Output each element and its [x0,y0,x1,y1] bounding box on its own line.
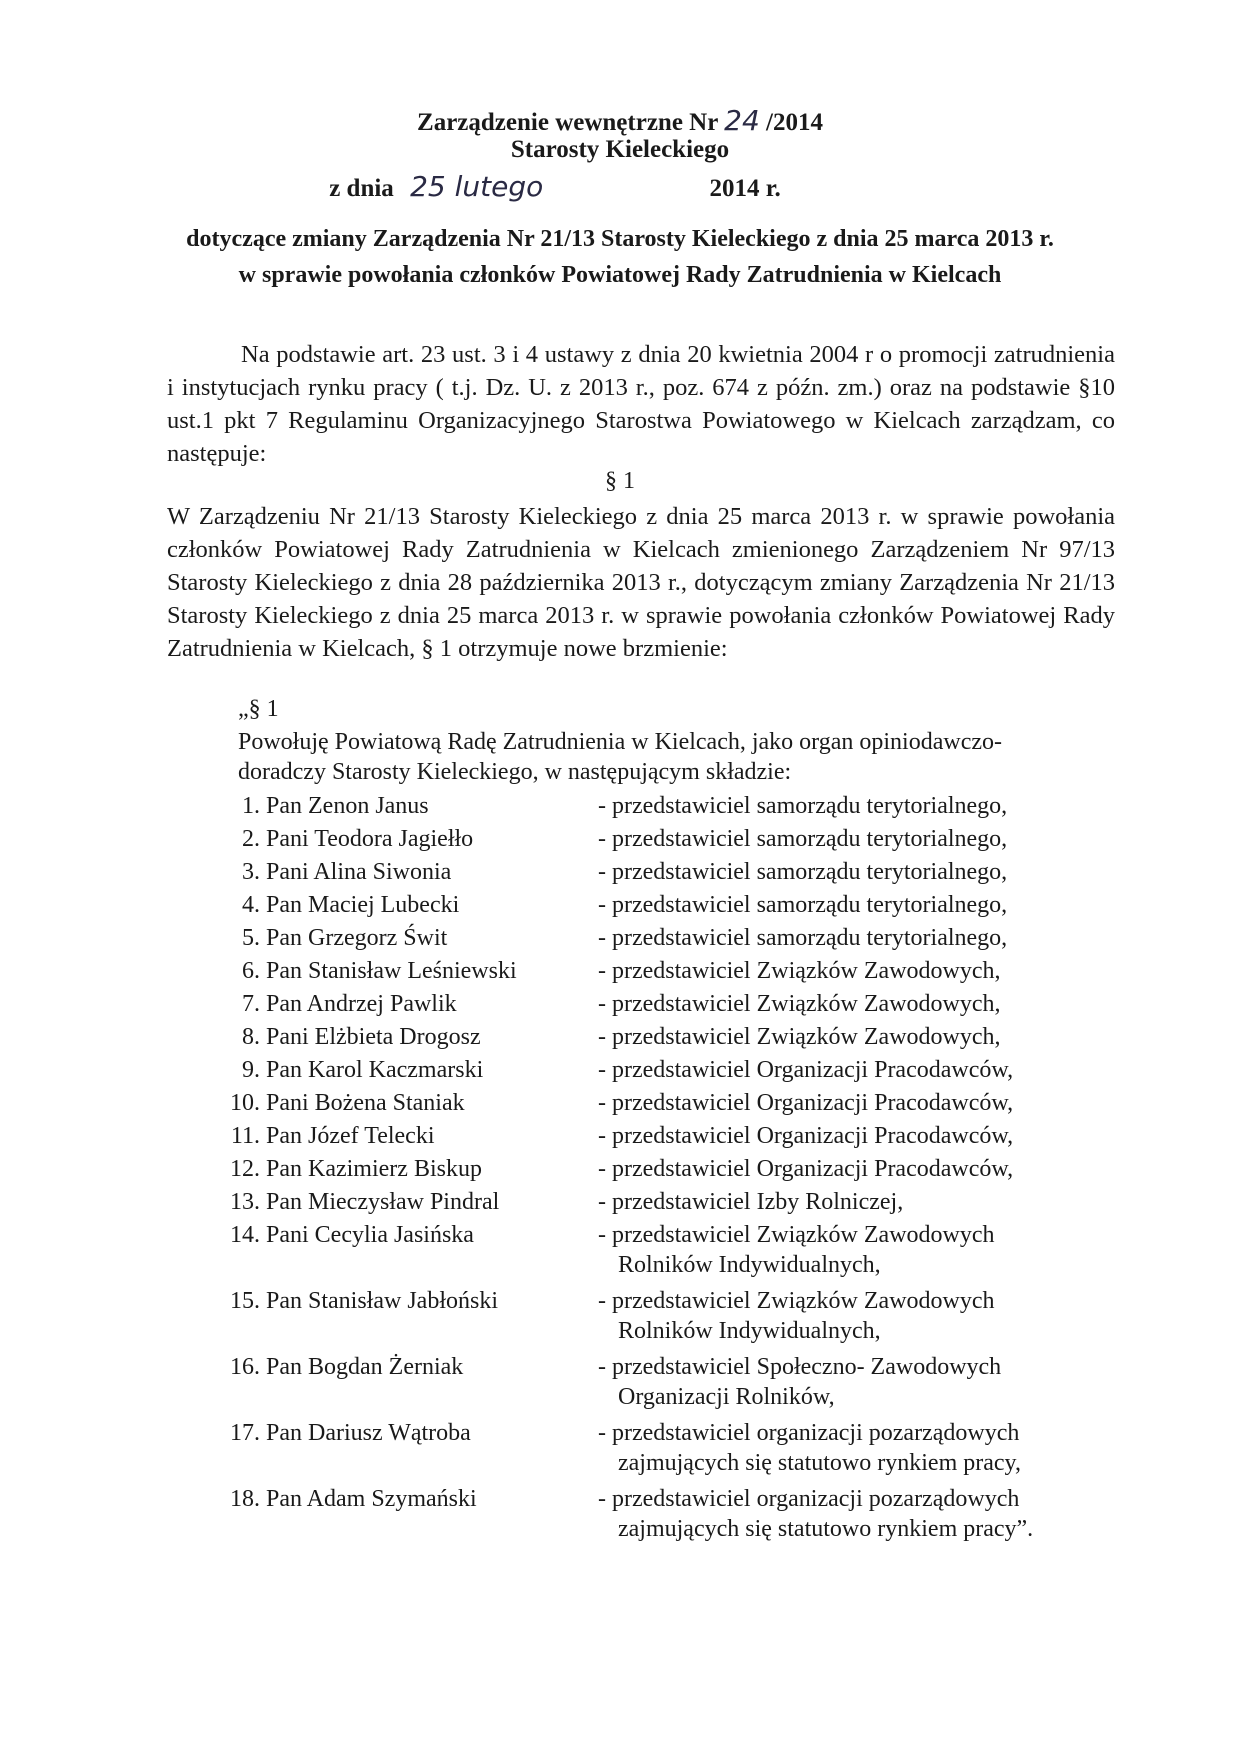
member-name: Pan Maciej Lubecki [266,892,460,918]
member-row [200,1022,1080,1055]
member-role-continuation: Rolników Indywidualnych, [618,1252,881,1278]
member-row [200,1187,1080,1220]
title-suffix: /2014 [766,109,823,136]
member-name: Pan Kazimierz Biskup [266,1156,482,1182]
member-row [200,956,1080,989]
member-name: Pan Dariusz Wątroba [266,1420,471,1446]
member-number: 3. [242,859,260,885]
member-role: - przedstawiciel Organizacji Pracodawców, [598,1057,1014,1083]
member-number: 1. [242,793,260,819]
member-role: - przedstawiciel Związków Zawodowych, [598,1024,1001,1050]
member-name: Pani Alina Siwonia [266,859,452,885]
member-number: 15. [230,1288,260,1314]
member-role: - przedstawiciel Związków Zawodowych, [598,991,1001,1017]
member-row [200,791,1080,824]
member-row [200,1484,1080,1550]
member-row [200,824,1080,857]
member-number: 16. [230,1354,260,1380]
member-role: - przedstawiciel organizacji pozarządowych [598,1420,1020,1446]
document-date [0,170,1240,203]
member-row [200,1055,1080,1088]
member-role: - przedstawiciel samorządu terytorialnego, [598,892,1008,918]
member-role: - przedstawiciel Organizacji Pracodawców, [598,1090,1014,1116]
member-name: Pani Teodora Jagiełło [266,826,474,852]
member-number: 2. [242,826,260,852]
member-role: - przedstawiciel samorządu terytorialnego, [598,793,1008,819]
member-row [200,923,1080,956]
quoted-sign: „§ 1 [238,696,279,722]
member-name: Pan Mieczysław Pindral [266,1189,500,1215]
preamble: Na podstawie art. 23 ust. 3 i 4 ustawy z dnia 20 kwietnia 2004 r o promocji zatrudnienia i instytucjach rynku pracy ( t.j. Dz. U. z 2013 r., poz. 674 z późn. zm.) oraz na podstawie §10 ust.1 pkt 7 Regulaminu Organizacyjnego Starostwa Powiatowego w Kielcach zarządzam, co następuje: [167,341,1115,467]
section-sign: § 1 [605,468,635,494]
member-name: Pan Bogdan Żerniak [266,1354,464,1380]
member-name: Pani Bożena Staniak [266,1090,465,1116]
member-role: - przedstawiciel samorządu terytorialnego, [598,826,1008,852]
member-role: - przedstawiciel Społeczno- Zawodowych [598,1354,1002,1380]
handwritten-date: 25 lutego [410,170,544,203]
member-role: - przedstawiciel Organizacji Pracodawców, [598,1156,1014,1182]
member-name: Pan Karol Kaczmarski [266,1057,484,1083]
member-number: 13. [230,1189,260,1215]
member-row [200,1352,1080,1418]
member-number: 8. [242,1024,260,1050]
subject-line-1: dotyczące zmiany Zarządzenia Nr 21/13 Starosty Kieleckiego z dnia 25 marca 2013 r. [186,226,1054,252]
member-role-continuation: Rolników Indywidualnych, [618,1318,881,1344]
date-suffix: 2014 r. [709,175,781,202]
member-name: Pani Elżbieta Drogosz [266,1024,481,1050]
member-number: 6. [242,958,260,984]
member-row [200,1154,1080,1187]
member-role: - przedstawiciel Związków Zawodowych [598,1222,995,1248]
member-role-continuation: zajmujących się statutowo rynkiem pracy, [618,1450,1021,1476]
member-number: 17. [230,1420,260,1446]
member-row [200,1418,1080,1484]
member-name: Pan Andrzej Pawlik [266,991,457,1017]
member-number: 14. [230,1222,260,1248]
member-row [200,890,1080,923]
member-row [200,1220,1080,1286]
member-row [200,989,1080,1022]
member-role-continuation: zajmujących się statutowo rynkiem pracy”. [618,1516,1034,1542]
members-list [200,791,1080,1550]
member-number: 7. [242,991,260,1017]
member-number: 12. [230,1156,260,1182]
member-name: Pani Cecylia Jasińska [266,1222,474,1248]
member-number: 5. [242,925,260,951]
member-name: Pan Zenon Janus [266,793,429,819]
member-name: Pan Stanisław Leśniewski [266,958,517,984]
section-text: W Zarządzeniu Nr 21/13 Starosty Kieleckiego z dnia 25 marca 2013 r. w sprawie powołania członków Powiatowej Rady Zatrudnienia w Kielcach zmienionego Zarządzeniem Nr 97/13 Starosty Kieleckiego z dnia 28 października 2013 r., dotyczącym zmiany Zarządzenia Nr 21/13 Starosty Kieleckiego z dnia 25 marca 2013 r. w sprawie powołania członków Powiatowej Rady Zatrudnienia w Kielcach, § 1 otrzymuje nowe brzmienie: [167,503,1115,662]
member-name: Pan Adam Szymański [266,1486,477,1512]
member-role: - przedstawiciel Związków Zawodowych [598,1288,995,1314]
date-prefix: z dnia [329,175,394,202]
member-role: - przedstawiciel Izby Rolniczej, [598,1189,904,1215]
member-role: - przedstawiciel Organizacji Pracodawców, [598,1123,1014,1149]
quoted-intro: Powołuję Powiatową Radę Zatrudnienia w Kielcach, jako organ opiniodawczo-doradczy Starosty Kieleckiego, w następującym składzie: [238,729,1003,785]
issuer: Starosty Kieleckiego [510,136,730,163]
member-name: Pan Józef Telecki [266,1123,435,1149]
member-number: 4. [242,892,260,918]
member-row [200,857,1080,890]
member-role: - przedstawiciel samorządu terytorialnego, [598,925,1008,951]
member-role: - przedstawiciel samorządu terytorialnego, [598,859,1008,885]
member-number: 10. [230,1090,260,1116]
document-title [0,104,1240,137]
member-role: - przedstawiciel organizacji pozarządowych [598,1486,1020,1512]
member-number: 18. [230,1486,260,1512]
member-row [200,1088,1080,1121]
member-role: - przedstawiciel Związków Zawodowych, [598,958,1001,984]
handwritten-number: 24 [724,104,760,137]
member-number: 11. [230,1123,260,1149]
member-number: 9. [242,1057,260,1083]
member-role-continuation: Organizacji Rolników, [618,1384,835,1410]
subject-line-2: w sprawie powołania członków Powiatowej Rady Zatrudnienia w Kielcach [238,262,1002,288]
member-row [200,1121,1080,1154]
member-row [200,1286,1080,1352]
member-name: Pan Stanisław Jabłoński [266,1288,498,1314]
member-name: Pan Grzegorz Świt [266,925,448,951]
title-prefix: Zarządzenie wewnętrzne Nr [417,109,718,136]
